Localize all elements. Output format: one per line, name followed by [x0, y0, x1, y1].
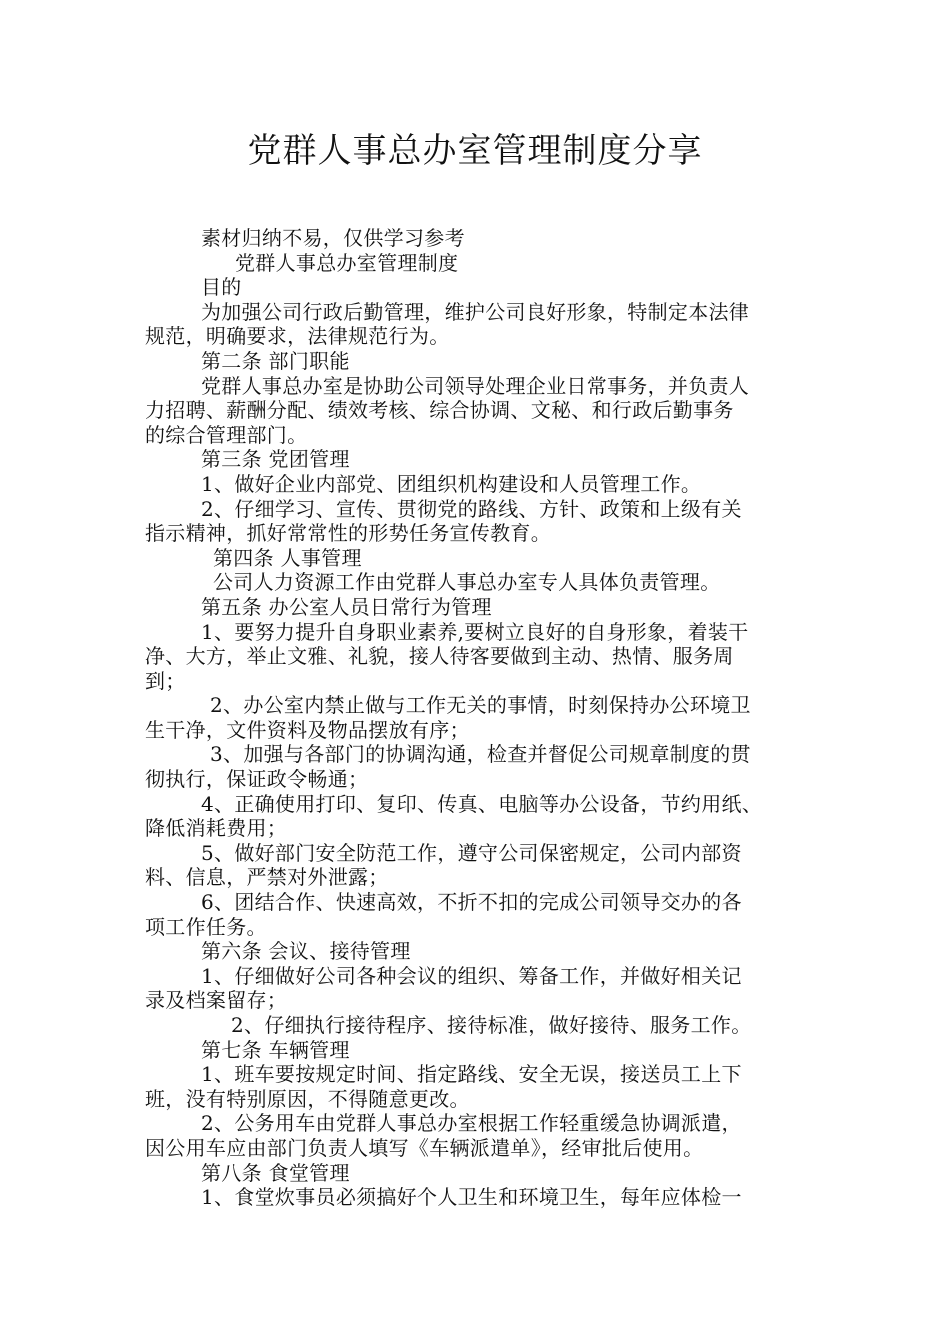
document-line: 第五条 办公室人员日常行为管理	[201, 594, 492, 619]
document-line: 6、团结合作、快速高效，不折不扣的完成公司领导交办的各	[201, 890, 742, 915]
document-line: 2、仔细执行接待程序、接待标准，做好接待、服务工作。	[231, 1013, 752, 1037]
document-line: 净、大方，举止文雅、礼貌，接人待客要做到主动、热情、服务周	[145, 644, 734, 669]
document-line: 党群人事总办室管理制度	[235, 250, 459, 275]
document-line: 5、做好部门安全防范工作，遵守公司保密规定，公司内部资	[201, 840, 742, 865]
document-line: 目的	[201, 275, 242, 300]
document-line: 3、加强与各部门的协调沟通，检查并督促公司规章制度的贯	[210, 742, 751, 767]
document-title: 党群人事总办室管理制度分享	[247, 131, 703, 171]
document-line: 1、食堂炊事员必须搞好个人卫生和环境卫生，每年应体检一	[201, 1185, 742, 1210]
document-line: 4、正确使用打印、复印、传真、电脑等办公设备，节约用纸、	[201, 791, 763, 816]
document-line: 料、信息，严禁对外泄露；	[145, 865, 389, 890]
document-line: 第六条 会议、接待管理	[201, 939, 411, 964]
document-line: 降低消耗费用；	[145, 816, 288, 841]
document-line: 规范，明确要求，法律规范行为。	[145, 324, 450, 349]
document-line: 2、公务用车由党群人事总办室根据工作轻重缓急协调派遣，	[201, 1111, 742, 1136]
document-line: 第二条 部门职能	[201, 348, 350, 373]
document-line: 班，没有特别原因，不得随意更改。	[145, 1086, 470, 1111]
document-line: 1、要努力提升自身职业素养,要树立良好的自身形象，着装干	[201, 619, 749, 644]
document-line: 指示精神，抓好常常性的形势任务宣传教育。	[145, 521, 551, 546]
document-line: 1、班车要按规定时间、指定路线、安全无误，接送员工上下	[201, 1062, 742, 1087]
document-line: 2、仔细学习、宣传、贯彻党的路线、方针、政策和上级有关	[201, 496, 742, 521]
document-line: 2、办公室内禁止做与工作无关的事情，时刻保持办公环境卫	[210, 693, 751, 718]
document-line: 录及档案留存；	[145, 988, 288, 1013]
document-line: 到；	[145, 668, 186, 693]
document-line: 项工作任务。	[145, 914, 267, 939]
document-line: 1、仔细做好公司各种会议的组织、筹备工作，并做好相关记	[201, 963, 742, 988]
document-line: 因公用车应由部门负责人填写《车辆派遣单》，经审批后使用。	[145, 1135, 704, 1160]
document-line: 第四条 人事管理	[213, 545, 362, 570]
document-line: 党群人事总办室是协助公司领导处理企业日常事务，并负责人	[201, 373, 750, 398]
document-line: 第三条 党团管理	[201, 447, 350, 472]
document-line: 彻执行，保证政令畅通；	[145, 767, 369, 792]
document-line: 第七条 车辆管理	[201, 1037, 350, 1062]
document-line: 生干净，文件资料及物品摆放有序；	[145, 717, 470, 742]
document-line: 的综合管理部门。	[145, 422, 308, 447]
document-line: 公司人力资源工作由党群人事总办室专人具体负责管理。	[213, 570, 721, 595]
document-line: 1、做好企业内部党、团组织机构建设和人员管理工作。	[201, 471, 702, 496]
document-body	[145, 226, 815, 1210]
document-line: 素材归纳不易，仅供学习参考	[201, 226, 465, 250]
document-line: 力招聘、薪酬分配、绩效考核、综合协调、文秘、和行政后勤事务	[145, 398, 734, 423]
document-line: 为加强公司行政后勤管理，维护公司良好形象，特制定本法律	[201, 299, 750, 324]
document-line: 第八条 食堂管理	[201, 1160, 350, 1185]
